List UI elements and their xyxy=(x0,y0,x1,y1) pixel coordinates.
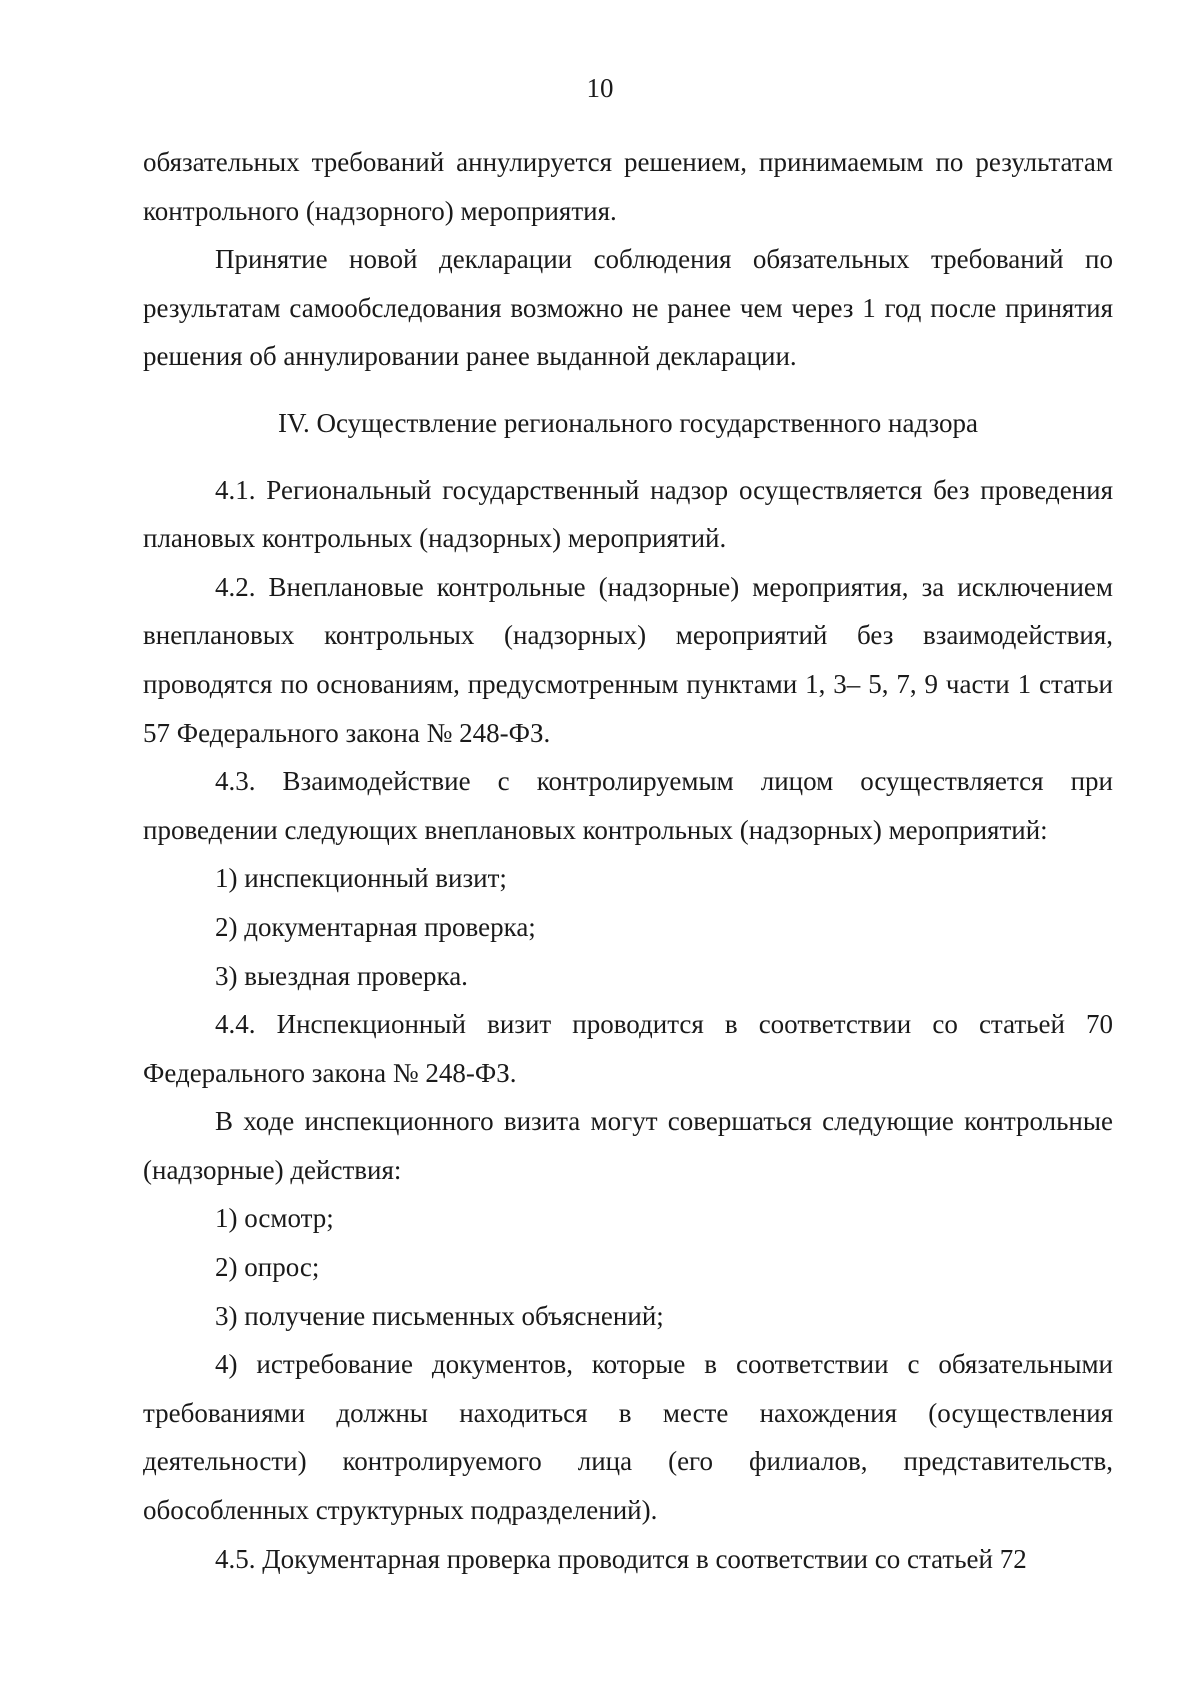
paragraph-inspection-actions: В ходе инспекционного визита могут совершаться следующие контрольные (надзорные) действия: xyxy=(143,1106,1113,1185)
paragraph-new-declaration: Принятие новой декларации соблюдения обязательных требований по результатам самообследования возможно не ранее чем через 1 год после принятия решения об аннулировании ранее выданной декларации. xyxy=(143,244,1113,372)
section-heading-iv: IV. Осуществление регионального государственного надзора xyxy=(277,407,979,438)
paragraph-4-4: 4.4. Инспекционный визит проводится в соответствии со статьей 70 Федерального закона № 248-ФЗ. xyxy=(143,1009,1113,1088)
document-body xyxy=(143,138,1113,1583)
paragraph-continuation: обязательных требований аннулируется решением, принимаемым по результатам контрольного (надзорного) мероприятия. xyxy=(143,147,1113,226)
paragraph-4-5: 4.5. Документарная проверка проводится в соответствии со статьей 72 xyxy=(215,1543,1027,1574)
list-item-documentary-check: 2) документарная проверка; xyxy=(215,911,536,942)
list-item-inspection-visit: 1) инспекционный визит; xyxy=(215,863,507,894)
list-item-written-explanations: 3) получение письменных объяснений; xyxy=(215,1300,664,1331)
paragraph-4-2: 4.2. Внеплановые контрольные (надзорные) мероприятия, за исключением внеплановых контрольных (надзорных) мероприятий без взаимодействия, проводятся по основаниям, предусмотренным пунктами 1, 3– 5, 7, 9 части 1 статьи 57 Федерального закона № 248-ФЗ. xyxy=(143,571,1113,748)
paragraph-4-3: 4.3. Взаимодействие с контролируемым лицом осуществляется при проведении следующих внеплановых контрольных (надзорных) мероприятий: xyxy=(143,766,1113,845)
list-item-document-request: 4) истребование документов, которые в соответствии с обязательными требованиями должны находиться в месте нахождения (осуществления деятельности) контролируемого лица (его филиалов, представительств, обособленных структурных подразделений). xyxy=(143,1349,1113,1526)
paragraph-4-1: 4.1. Региональный государственный надзор осуществляется без проведения плановых контрольных (надзорных) мероприятий. xyxy=(143,474,1113,554)
list-item-survey: 2) опрос; xyxy=(215,1252,320,1283)
list-item-onsite-check: 3) выездная проверка. xyxy=(215,960,468,991)
list-item-inspection: 1) осмотр; xyxy=(215,1203,334,1234)
page-number: 10 xyxy=(586,73,614,103)
